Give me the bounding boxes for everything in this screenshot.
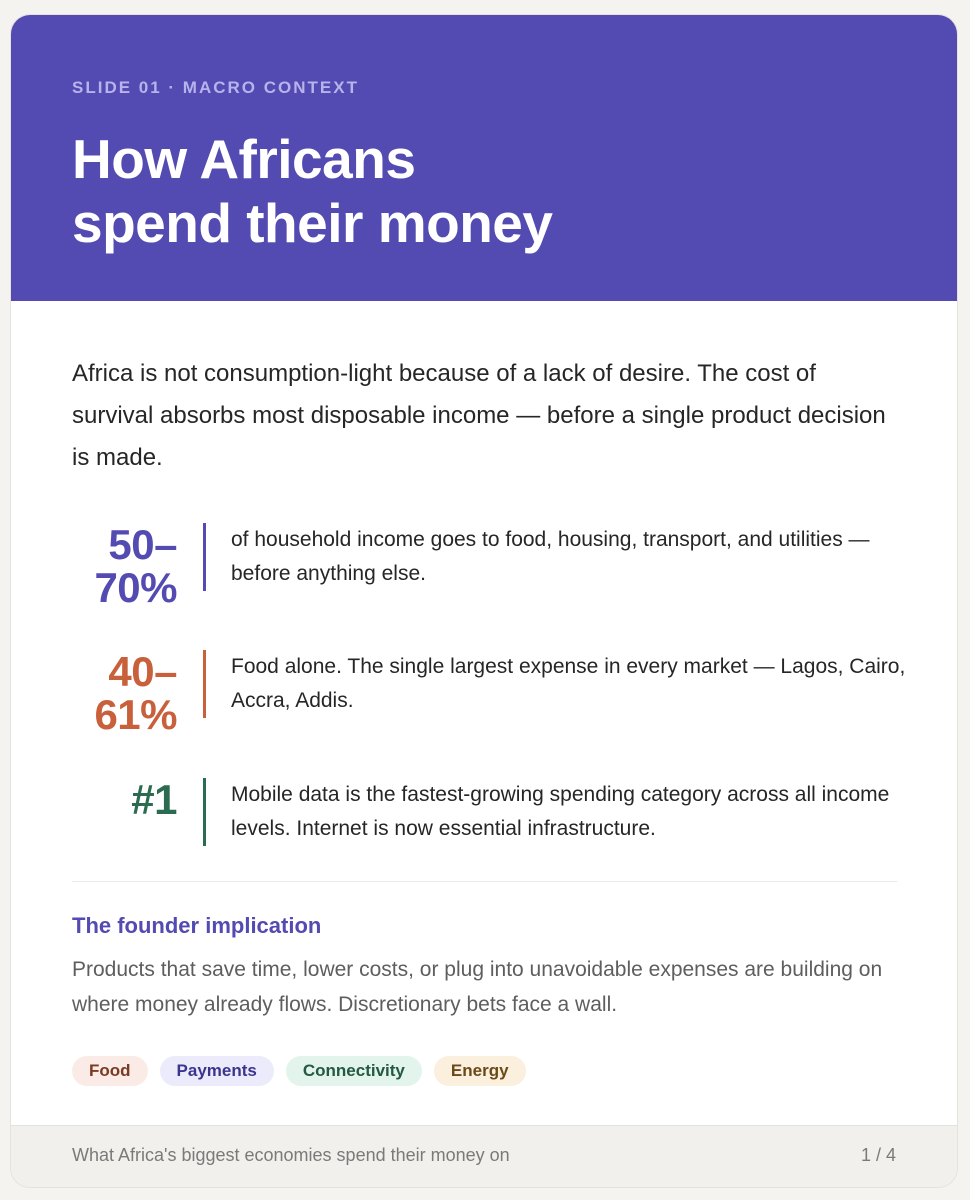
stat-value [51,650,177,736]
stat-value [51,778,177,821]
tag-energy: Energy [434,1056,526,1086]
implication-body: Products that save time, lower costs, or plug into unavoidable expenses are building on where money already flows. Discretionary bets face a wall. [72,958,883,1016]
stat-value-line-2: 70% [94,564,177,611]
implication-title: The founder implication [72,913,322,938]
intro-paragraph: Africa is not consumption-light because of a lack of desire. The cost of survival absorbs most disposable income — before a single product decision is made. [72,360,886,471]
stat-accent-bar [203,523,206,591]
slide-eyebrow: SLIDE 01 · MACRO CONTEXT [72,78,359,97]
stat-value-line-2: 61% [94,691,177,738]
slide-card [10,14,958,1188]
stat-value [51,523,177,609]
stat-value-line-1: 50– [108,521,177,568]
page-indicator: 1 / 4 [860,1145,896,1165]
stat-value-line-1: 40– [108,648,177,695]
tag-payments: Payments [160,1056,274,1086]
stat-accent-bar [203,650,206,718]
footer-caption: What Africa's biggest economies spend their money on [72,1145,510,1165]
stat-description: Mobile data is the fastest-growing spending category across all income levels. Internet is now essential infrastructure. [231,783,890,840]
slide-title-line-1: How Africans [72,128,416,190]
section-divider [72,881,897,882]
tag-list [72,1056,526,1086]
stat-value-line-1: #1 [131,776,177,823]
slide-title [72,127,552,255]
stat-description: Food alone. The single largest expense in every market — Lagos, Cairo, Accra, Addis. [231,655,906,712]
slide-header [11,15,957,301]
stat-accent-bar [203,778,206,846]
tag-food: Food [72,1056,148,1086]
stat-description: of household income goes to food, housing, transport, and utilities — before anything else. [231,528,870,585]
tag-connectivity: Connectivity [286,1056,422,1086]
slide-footer [11,1125,957,1187]
slide-title-line-2: spend their money [72,192,553,254]
